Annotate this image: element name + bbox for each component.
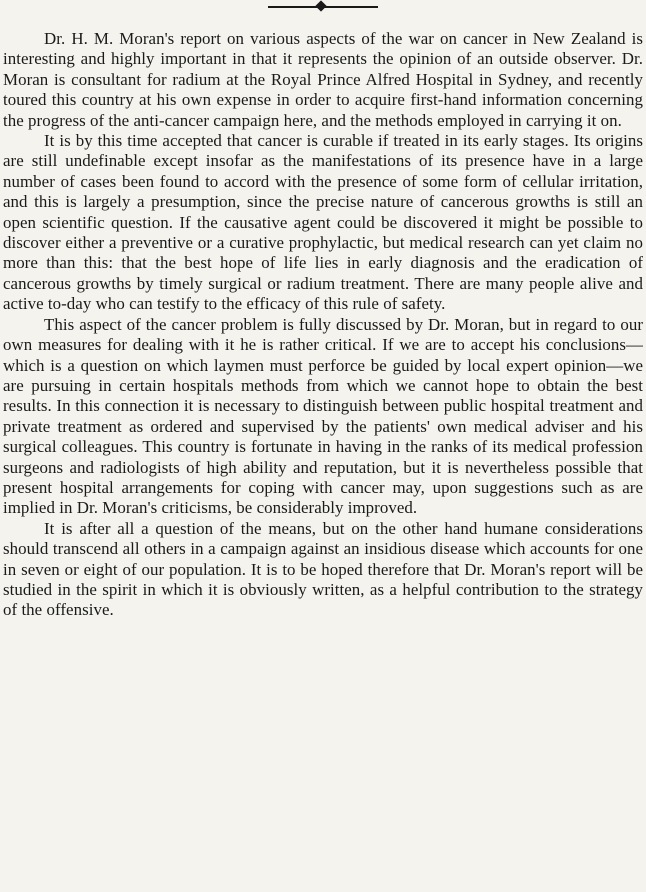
article-paragraph-1: Dr. H. M. Moran's report on various aspects of the war on cancer in New Zealand is interesting and highly important in that it represents the opinion of an outside observer. Dr. Moran is consultant for radium at the Royal Prince Alfred Hospital in Sydney, and recently toured this country at his own expense in order to acquire first-hand information concerning the progress of the anti-cancer campaign here, and the methods employed in carrying it on. [3, 29, 643, 130]
editorial-article [3, 29, 643, 621]
article-paragraph-4: It is after all a question of the means, but on the other hand humane considerations should transcend all others in a campaign against an insidious disease which accounts for one in seven or eight of our population. It is to be hoped therefore that Dr. Moran's report will be studied in the spirit in which it is obviously written, as a helpful contribution to the strategy of the offensive. [3, 518, 643, 620]
article-paragraph-2: It is by this time accepted that cancer is curable if treated in its early stages. Its origins are still undefinable except insofar as the manifestations of its presence have in a large number of cases been found to accord with the presence of some form of cellular irritation, and this is largely a presumption, since the precise nature of cancerous growths is still an open scientific question. If the causative agent could be discovered it might be possible to discover either a preventive or a curative prophylactic, but medical research can yet claim no more than this: that the best hope of life lies in early diagnosis and the eradication of cancerous growths by timely surgical or radium treatment. There are many people alive and active to-day who can testify to the efficacy of this rule of safety. [3, 131, 643, 314]
divider-diamond-ornament [315, 0, 326, 11]
article-paragraph-3: This aspect of the cancer problem is fully discussed by Dr. Moran, but in regard to our own measures for dealing with it he is rather critical. If we are to accept his conclusions—which is a question on which laymen must perforce be guided by local expert opinion—we are pursuing in certain hospitals methods from which we cannot hope to obtain the best results. In this connection it is necessary to distinguish between public hospital treatment and private treatment as ordered and supervised by the patients' own medical adviser and his surgical colleagues. This country is fortunate in having in the ranks of its medical profession surgeons and radiologists of high ability and reputation, but it is nevertheless possible that present hospital arrangements for coping with cancer may, upon suggestions such as are implied in Dr. Moran's criticisms, be considerably improved. [3, 314, 643, 518]
